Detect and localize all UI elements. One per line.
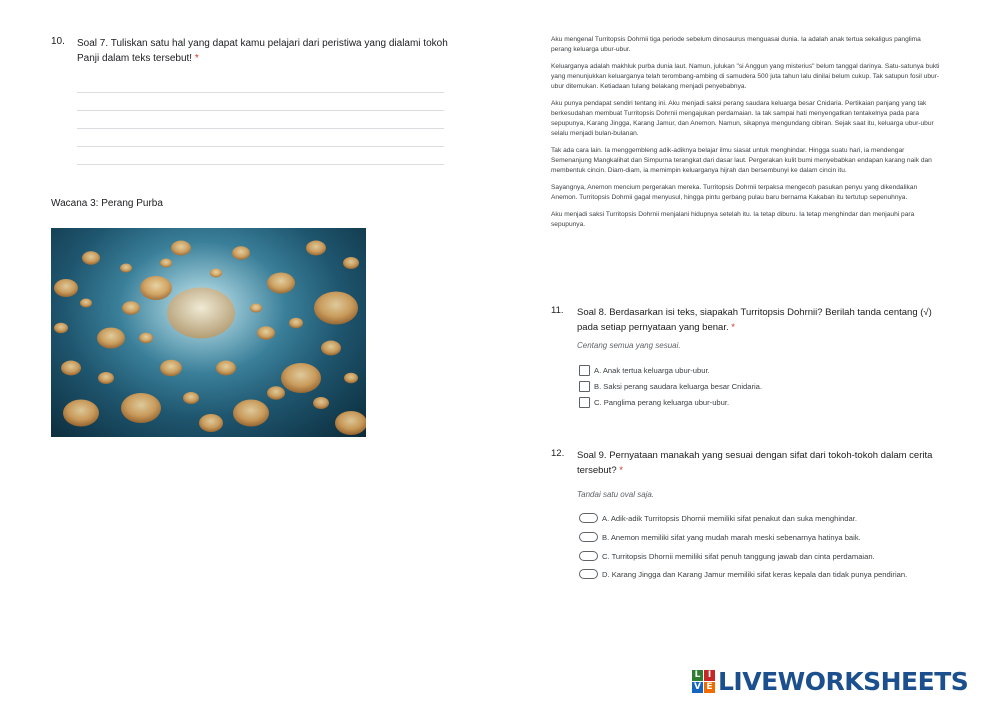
story-paragraph: Aku menjadi saksi Turritopsis Dohrnii menjalani hidupnya setelah itu. Ia tetap diburu. Ia tetap menghindar dan menjauhi para sepupunya. [551,211,915,228]
answer-line-1[interactable] [77,92,444,93]
jellyfish-shape [232,246,250,260]
question-11 [551,305,946,350]
radio-oval[interactable] [579,532,598,542]
question-instruction: Tandai satu oval saja. [577,490,655,499]
required-marker: * [194,53,199,64]
jellyfish-shape [160,259,172,268]
story-paragraph: Sayangnya, Anemon mencium pergerakan mereka. Turritopsis Dohrnii terpaksa mengecoh pasukan penyu yang dikendalikan Anemon. Turritopsis Dohrnii gagal menyusul, hingga pintu gerbang pulau baru bernama Kakaban itu tertutup sepenuhnya. [551,184,918,201]
jellyfish-shape [160,360,182,377]
radio-option-a[interactable]: A. Adik-adik Turritopsis Dhornii memiliki sifat penakut dan suka menghindar. [579,514,857,523]
jellyfish-shape [210,269,222,278]
jellyfish-shape [80,299,92,308]
answer-line-2[interactable] [77,110,444,111]
logo-wordmark: LIVEWORKSHEETS [718,667,969,696]
radio-oval[interactable] [579,551,598,561]
question-12 [551,448,946,499]
jellyfish-shape [97,328,125,349]
radio-oval[interactable] [579,513,598,523]
logo-mark: L I V E [692,670,715,693]
jellyfish-shape [257,326,275,340]
jellyfish-shape [267,273,295,294]
jellyfish-shape [314,292,358,325]
question-number: 12. [551,448,565,459]
jellyfish-shape [233,400,269,427]
radio-option-b[interactable]: B. Anemon memiliki sifat yang mudah marah meski sebenarnya hatinya baik. [579,533,861,542]
question-text: Soal 8. Berdasarkan isi teks, siapakah Turritopsis Dohrnii? Berilah tanda centang (√) pada setiap pernyataan yang benar. * [577,307,932,333]
jellyfish-shape [140,276,172,300]
jellyfish-shape [139,333,153,344]
question-instruction: Centang semua yang sesuai. [577,341,681,350]
jellyfish-shape [171,241,191,256]
jellyfish-shape [306,241,326,256]
jellyfish-shape [121,393,161,423]
jellyfish-shape [281,363,321,393]
jellyfish-shape [289,318,303,329]
jellyfish-shape [54,323,68,334]
jellyfish-photo [51,228,366,437]
checkbox[interactable] [579,397,590,408]
story-paragraph: Tak ada cara lain. Ia menggembleng adik-adiknya belajar ilmu siasat untuk menghindar. Hingga suatu hari, ia mendengar Semenanjung Mangkalihat dan Simpurna terangkat dari dasar laut. Pergerakan kulit bumi menyebabkan endapan karang naik dan membentuk cincin. Diam-diam, ia memimpin keluarganya hijrah dan bersembunyi ke dalam cincin itu. [551,147,932,174]
radio-oval[interactable] [579,569,598,579]
jellyfish-shape [344,373,358,384]
question-number: 11. [551,305,564,316]
jellyfish-shape [120,264,132,273]
checkbox-option-b[interactable]: B. Saksi perang saudara keluarga besar Cnidaria. [579,382,762,392]
jellyfish-shape [313,397,329,409]
answer-line-5[interactable] [77,164,444,165]
jellyfish-shape [335,411,366,435]
question-number: 10. [51,36,65,47]
jellyfish-shape [183,392,199,404]
checkbox-option-a[interactable]: A. Anak tertua keluarga ubur-ubur. [579,366,710,376]
story-paragraph: Aku mengenal Turritopsis Dohrnii tiga periode sebelum dinosaurus menguasai dunia. Ia adalah anak tertua sekaligus panglima perang keluarga ubur-ubur. [551,36,921,53]
jellyfish-shape [199,414,223,432]
question-10 [51,36,451,66]
checkbox[interactable] [579,365,590,376]
jellyfish-shape [122,301,140,315]
story-text [551,35,943,237]
liveworksheets-logo [692,667,968,696]
jellyfish-shape [216,361,236,376]
answer-line-3[interactable] [77,128,444,129]
required-marker: * [731,322,735,333]
jellyfish-shape [98,372,114,384]
radio-option-c[interactable]: C. Turritopsis Dhornii memiliki sifat penuh tanggung jawab dan cinta perdamaian. [579,552,875,561]
checkbox[interactable] [579,381,590,392]
jellyfish-shape [321,341,341,356]
question-text: Soal 9. Pernyataan manakah yang sesuai dengan sifat dari tokoh-tokoh dalam cerita tersebut? * [577,450,933,476]
answer-line-4[interactable] [77,146,444,147]
jellyfish-shape [267,386,285,400]
jellyfish-shape [61,361,81,376]
jellyfish-shape [82,251,100,265]
required-marker: * [619,465,623,476]
checkbox-option-c[interactable]: C. Panglima perang keluarga ubur-ubur. [579,398,729,408]
radio-option-d[interactable]: D. Karang Jingga dan Karang Jamur memiliki sifat keras kepala dan tidak punya pendirian. [579,569,939,581]
reading-title: Wacana 3: Perang Purba [51,198,163,209]
jellyfish-shape [54,279,78,297]
story-paragraph: Aku punya pendapat sendiri tentang ini. Aku menjadi saksi perang saudara keluarga besar Cnidaria. Pertikaian panjang yang tak berkesudahan membuat Turritopsis Dohrnii mengajukan perdamaian. Ia tak sampai hati menyengatkan tentakelnya pada para sepupunya, Karang Jingga, Karang Jamur, dan Anemon. Namun, sikapnya mengundang cibiran. Sejak saat itu, keluarga ubur-ubur selalu menjadi bulan-bulanan. [551,100,934,137]
jellyfish-shape [343,257,359,269]
jellyfish-shape [167,288,235,339]
question-text: Soal 7. Tuliskan satu hal yang dapat kamu pelajari dari peristiwa yang dialami tokoh Panji dalam teks tersebut! * [77,38,448,64]
jellyfish-shape [63,400,99,427]
jellyfish-shape [250,304,262,313]
story-paragraph: Keluarganya adalah makhluk purba dunia laut. Namun, julukan "si Anggun yang misterius" belum tanggal darinya. Satu-satunya bukti yang menunjukkan keluarganya telah terombang-ambing di samudera 500 juta tahun lalu dinilai belum cukup. Tak satupun fosil ubur-ubur ditemukan. Ketiadaan tulang belakang menjadi penyebabnya. [551,63,940,90]
